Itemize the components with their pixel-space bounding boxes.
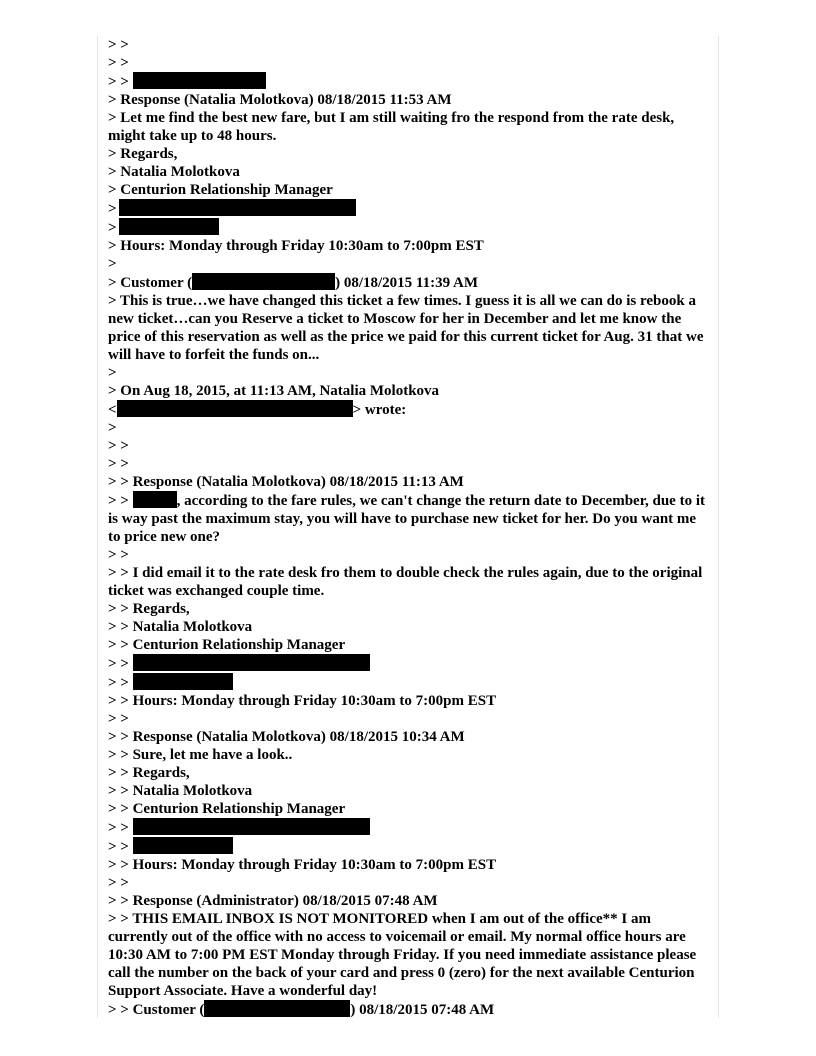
signature-title: > Centurion Relationship Manager: [108, 182, 333, 198]
signature-redacted-line: [108, 654, 708, 673]
response-header: > > Response (Administrator) 08/18/2015 07:48 AM: [108, 893, 438, 909]
redaction-box: [117, 400, 353, 417]
wrote-label: > wrote:: [352, 402, 407, 418]
quote-line: >: [108, 256, 117, 272]
signature-name: > > Natalia Molotkova: [108, 783, 253, 799]
signature-redacted-line: [108, 837, 708, 856]
quote-marker: > >: [108, 493, 129, 509]
quote-marker: > >: [108, 74, 129, 90]
message-body: > > THIS EMAIL INBOX IS NOT MONITORED when I am out of the office** I am currently out of the office with no access to voicemail or email. My normal office hours are 10:30 AM to 7:00 PM EST Monday through Friday. If you need immediate assistance please call the number on the back of your card and press 0 (zero) for the next available Centurion Support Associate. Have a wonderful day!: [108, 911, 697, 999]
timestamp: ) 08/18/2015 07:48 AM: [350, 1002, 495, 1018]
office-hours: > Hours: Monday through Friday 10:30am to 7:00pm EST: [108, 238, 484, 254]
quote-marker: > >: [108, 656, 129, 672]
redaction-box: [133, 654, 370, 671]
quote-line: >: [108, 365, 117, 381]
redaction-box: [192, 273, 335, 290]
signature-regards: > > Regards,: [108, 765, 190, 781]
customer-label: > Customer (: [108, 275, 193, 291]
quote-line: >: [108, 420, 117, 436]
signature-regards: > > Regards,: [108, 601, 190, 617]
customer-header: [108, 1000, 708, 1019]
redaction-box: [133, 491, 177, 508]
redaction-box: [133, 72, 266, 89]
signature-regards: > Regards,: [108, 146, 178, 162]
message-text: , according to the fare rules, we can't change the return date to December, due to it is way past the maximum stay, you will have to purchase new ticket for her. Do you want me to price new one?: [108, 493, 705, 545]
quote-marker: > >: [108, 675, 129, 691]
signature-redacted-line: [108, 199, 708, 218]
office-hours: > > Hours: Monday through Friday 10:30am to 7:00pm EST: [108, 693, 497, 709]
message-body: [108, 491, 708, 546]
quote-line: > >: [108, 456, 129, 472]
customer-label: > > Customer (: [108, 1002, 205, 1018]
office-hours: > > Hours: Monday through Friday 10:30am to 7:00pm EST: [108, 857, 497, 873]
redaction-box: [119, 218, 219, 235]
quote-marker: > >: [108, 820, 129, 836]
message-body: > Let me find the best new fare, but I am still waiting fro the respond from the rate desk, might take up to 48 hours.: [108, 110, 675, 144]
redaction-box: [204, 1000, 350, 1017]
reply-attribution-email: [108, 400, 708, 419]
page-border-right: [718, 36, 719, 1018]
bracket-open: <: [108, 402, 117, 418]
redaction-box: [119, 199, 356, 216]
response-header: > > Response (Natalia Molotkova) 08/18/2015 11:13 AM: [108, 474, 464, 490]
signature-name: > > Natalia Molotkova: [108, 619, 253, 635]
quote-marker: >: [108, 220, 117, 236]
email-thread: [108, 36, 708, 1019]
quote-line-redacted: [108, 72, 708, 91]
timestamp: ) 08/18/2015 11:39 AM: [335, 275, 479, 291]
quote-line: > >: [108, 55, 129, 71]
signature-title: > > Centurion Relationship Manager: [108, 801, 346, 817]
message-body: > > I did email it to the rate desk fro them to double check the rules again, due to the original ticket was exchanged couple time.: [108, 565, 703, 599]
signature-redacted-line: [108, 673, 708, 692]
quote-line: > >: [108, 547, 129, 563]
page-border-left: [97, 36, 98, 1018]
quote-marker: >: [108, 201, 117, 217]
signature-redacted-line: [108, 218, 708, 237]
redaction-box: [133, 818, 370, 835]
quote-line: > >: [108, 875, 129, 891]
response-header: > Response (Natalia Molotkova) 08/18/2015 11:53 AM: [108, 92, 452, 108]
reply-attribution: > On Aug 18, 2015, at 11:13 AM, Natalia Molotkova: [108, 383, 440, 399]
redaction-box: [133, 673, 233, 690]
quote-line: > >: [108, 37, 129, 53]
signature-title: > > Centurion Relationship Manager: [108, 637, 346, 653]
quote-line: > >: [108, 711, 129, 727]
response-header: > > Response (Natalia Molotkova) 08/18/2015 10:34 AM: [108, 729, 465, 745]
message-body: > This is true…we have changed this ticket a few times. I guess it is all we can do is rebook a new ticket…can you Reserve a ticket to Moscow for her in December and let me know the price of this reservation as well as the price we paid for this current ticket for Aug. 31 that we will have to forfeit the funds on...: [108, 293, 704, 363]
message-body: > > Sure, let me have a look..: [108, 747, 293, 763]
customer-header: [108, 273, 708, 292]
signature-name: > Natalia Molotkova: [108, 164, 240, 180]
quote-line: > >: [108, 438, 129, 454]
quote-marker: > >: [108, 839, 129, 855]
redaction-box: [133, 837, 233, 854]
signature-redacted-line: [108, 818, 708, 837]
